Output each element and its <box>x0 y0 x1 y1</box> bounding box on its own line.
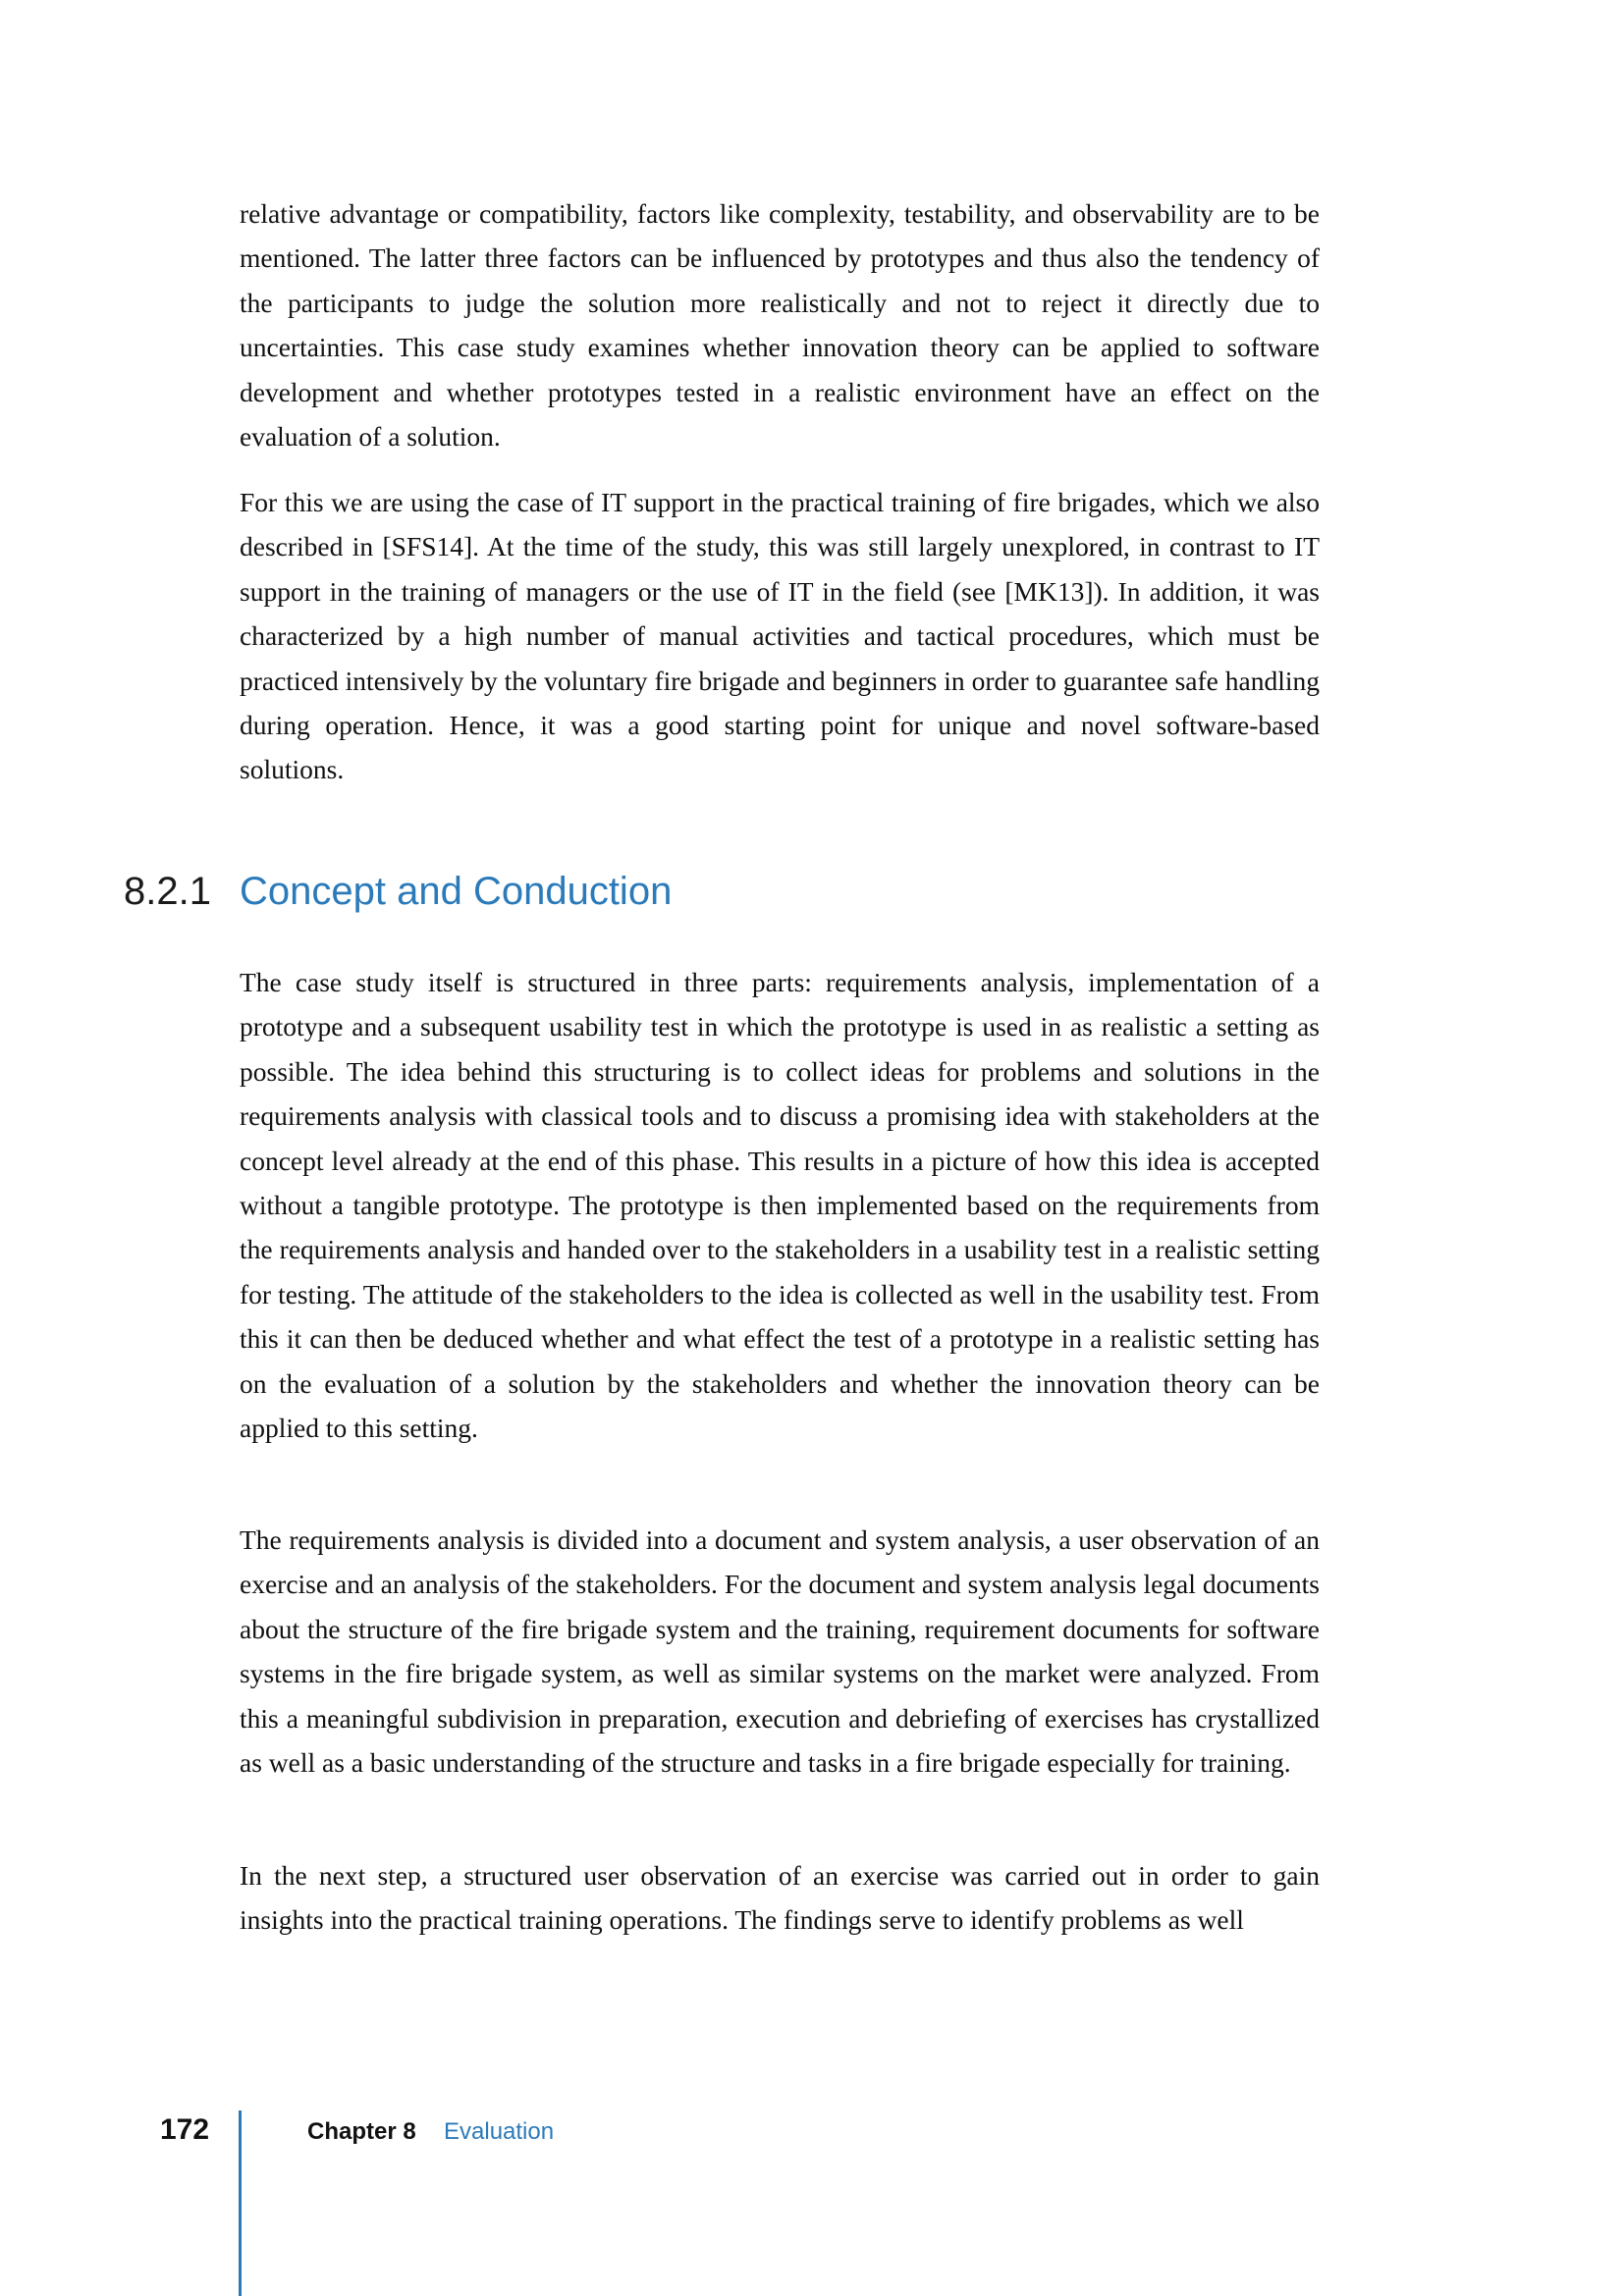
page-footer <box>0 2110 1624 2296</box>
paragraph-text: The requirements analysis is divided into a document and system analysis, a user observation of an exercise and an analysis of the stakeholders. For the document and system analysis legal documents about the structure of the fire brigade system and the training, requirement documents for software systems in the fire brigade system, as well as similar systems on the market were analyzed. From this a meaningful subdivision in preparation, execution and debriefing of exercises has crystallized as well as a basic understanding of the structure and tasks in a fire brigade especially for training. <box>240 1524 1320 1779</box>
chapter-title: Evaluation <box>444 2118 555 2145</box>
body-paragraph-3 <box>240 960 1320 1450</box>
paragraph-text: For this we are using the case of IT support in the practical training of fire brigades, which we also described in [SFS14]. At the time of the study, this was still largely unexplored, in contrast to IT support in the training of managers or the use of IT in the field (see [MK13]). In addition, it was characterized by a high number of manual activities and tactical procedures, which must be practiced intensively by the voluntary fire brigade and beginners in order to guarantee safe handling during operation. Hence, it was a good starting point for unique and novel software-based solutions. <box>240 487 1320 785</box>
paragraph-text: The case study itself is structured in three parts: requirements analysis, implementation of a prototype and a subsequent usability test in which the prototype is used in as realistic a setting as possible. The idea behind this structuring is to collect ideas for problems and solutions in the requirements analysis with classical tools and to discuss a promising idea with stakeholders at the concept level already at the end of this phase. This results in a picture of how this idea is accepted without a tangible prototype. The prototype is then implemented based on the requirements from the requirements analysis and handed over to the stakeholders in a usability test in a realistic setting for testing. The attitude of the stakeholders to the idea is collected as well in the usability test. From this it can then be deduced whether and what effect the test of a prototype in a realistic setting has on the evaluation of a solution by the stakeholders and whether the innovation theory can be applied to this setting. <box>240 967 1320 1444</box>
section-title: Concept and Conduction <box>240 870 673 913</box>
paragraph-text: In the next step, a structured user observation of an exercise was carried out in order to gain insights into the practical training operations. The findings serve to identify problems as well <box>240 1860 1320 1936</box>
page-number: 172 <box>160 2113 210 2146</box>
section-heading <box>0 862 1624 921</box>
body-paragraph-5 <box>240 1853 1320 1943</box>
body-paragraph-2 <box>240 480 1320 792</box>
body-paragraph-1 <box>240 191 1320 458</box>
section-number: 8.2.1 <box>124 870 211 913</box>
body-paragraph-4 <box>240 1518 1320 1785</box>
footer-divider <box>239 2110 242 2296</box>
paragraph-text: relative advantage or compatibility, factors like complexity, testability, and observability are to be mentioned. The latter three factors can be influenced by prototypes and thus also the tendency of the participants to judge the solution more realistically and not to reject it directly due to uncertainties. This case study examines whether innovation theory can be applied to software development and whether prototypes tested in a realistic environment have an effect on the evaluation of a solution. <box>240 198 1320 453</box>
chapter-label: Chapter 8 <box>307 2118 416 2145</box>
